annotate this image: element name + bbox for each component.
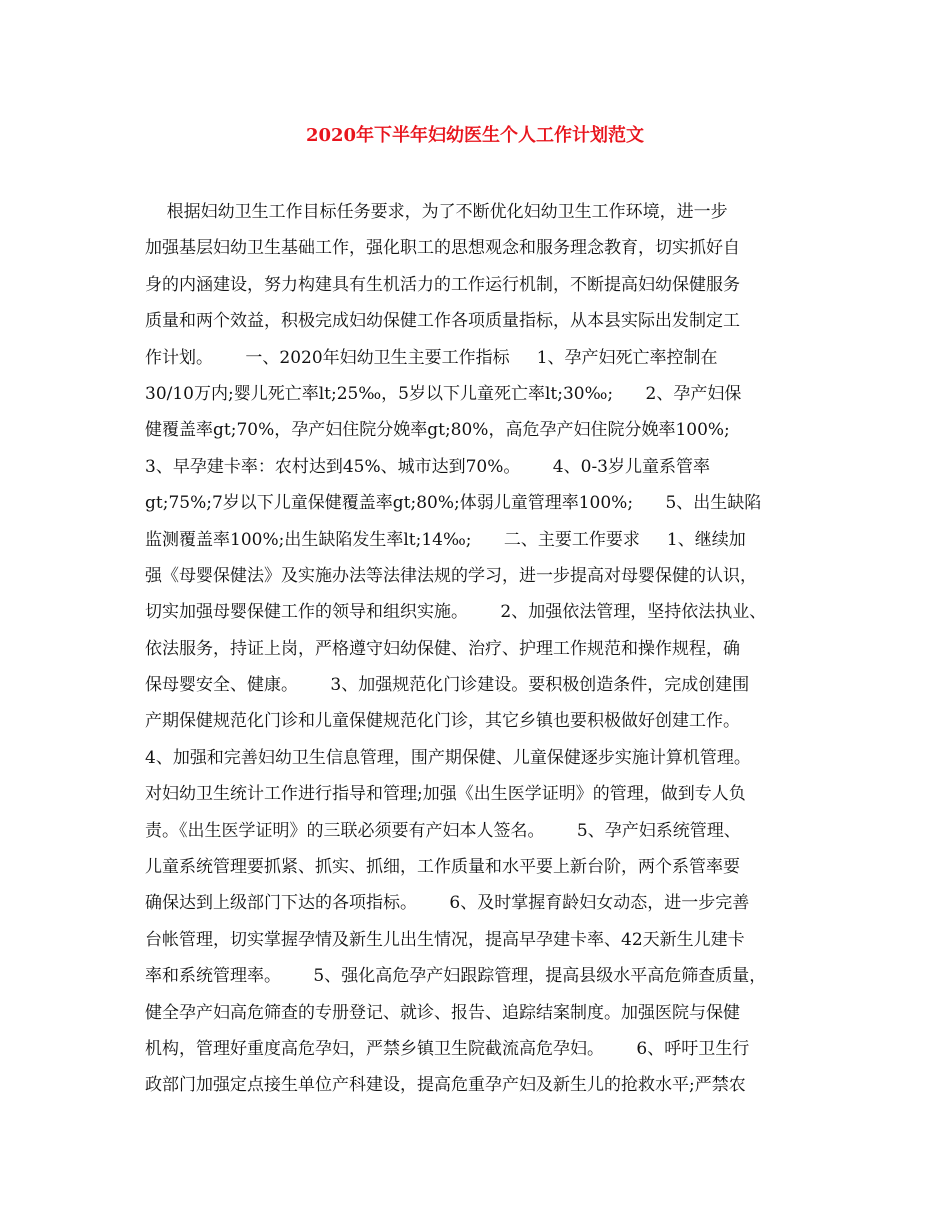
body-line: 政部门加强定点接生单位产科建设，提高危重孕产妇及新生儿的抢救水平;严禁农 — [145, 1075, 746, 1096]
document-title: 2020年下半年妇幼医生个人工作计划范文 — [305, 125, 645, 146]
body-line: 切实加强母婴保健工作的领导和组织实施。 2、加强依法管理，坚持依法执业、 — [145, 602, 767, 623]
body-line: 30/10万内;婴儿死亡率lt;25‰，5岁以下儿童死亡率lt;30‰; 2、孕产妇保 — [145, 383, 742, 404]
body-line: 儿童系统管理要抓紧、抓实、抓细，工作质量和水平要上新台阶，两个系管率要 — [145, 857, 740, 878]
body-line: 根据妇幼卫生工作目标任务要求，为了不断优化妇幼卫生工作环境，进一步 — [145, 202, 728, 222]
body-line: 身的内涵建设，努力构建具有生机活力的工作运行机制，不断提高妇幼保健服务 — [145, 274, 740, 295]
body-line: 产期保健规范化门诊和儿童保健规范化门诊，其它乡镇也要积极做好创建工作。 — [145, 711, 740, 732]
body-line: 监测覆盖率100%;出生缺陷发生率lt;14‰; 二、主要工作要求 1、继续加 — [145, 529, 746, 550]
body-line: 对妇幼卫生统计工作进行指导和管理;加强《出生医学证明》的管理，做到专人负 — [145, 784, 746, 805]
body-line: 健全孕产妇高危筛查的专册登记、就诊、报告、追踪结案制度。加强医院与保健 — [145, 1002, 740, 1023]
body-line: 4、加强和完善妇幼卫生信息管理，围产期保健、儿童保健逐步实施计算机管理。 — [145, 747, 751, 768]
body-line: 责。《出生医学证明》的三联必须要有产妇本人签名。 5、孕产妇系统管理、 — [145, 820, 741, 841]
body-line: 作计划。 一、2020年妇幼卫生主要工作指标 1、孕产妇死亡率控制在 — [145, 347, 718, 368]
body-line: 率和系统管理率。 5、强化高危孕产妇跟踪管理，提高县级水平高危筛查质量， — [145, 966, 767, 987]
body-line: 强《母婴保健法》及实施办法等法律法规的学习，进一步提高对母婴保健的认识， — [145, 565, 757, 586]
body-line: 3、早孕建卡率：农村达到45%、城市达到70%。 4、0-3岁儿童系管率 — [145, 456, 710, 477]
body-line: 确保达到上级部门下达的各项指标。 6、及时掌握育龄妇女动态，进一步完善 — [145, 893, 750, 914]
body-line: 加强基层妇幼卫生基础工作，强化职工的思想观念和服务理念教育，切实抓好自 — [145, 238, 740, 259]
body-line: 保母婴安全、健康。 3、加强规范化门诊建设。要积极创造条件，完成创建围 — [145, 675, 750, 696]
body-line: gt;75%;7岁以下儿童保健覆盖率gt;80%;体弱儿童管理率100%; 5、出生缺陷 — [145, 493, 762, 514]
body-line: 台帐管理，切实掌握孕情及新生儿出生情况，提高早孕建卡率、42天新生儿建卡 — [145, 929, 745, 950]
body-line: 机构，管理好重度高危孕妇，严禁乡镇卫生院截流高危孕妇。 6、呼吁卫生行 — [145, 1038, 750, 1059]
body-line: 依法服务，持证上岗，严格遵守妇幼保健、治疗、护理工作规范和操作规程，确 — [145, 638, 740, 659]
document-body — [145, 194, 815, 1104]
body-line: 健覆盖率gt;70%，孕产妇住院分娩率gt;80%，高危孕产妇住院分娩率100%; — [145, 420, 730, 441]
body-line: 质量和两个效益，积极完成妇幼保健工作各项质量指标，从本县实际出发制定工 — [145, 311, 740, 332]
